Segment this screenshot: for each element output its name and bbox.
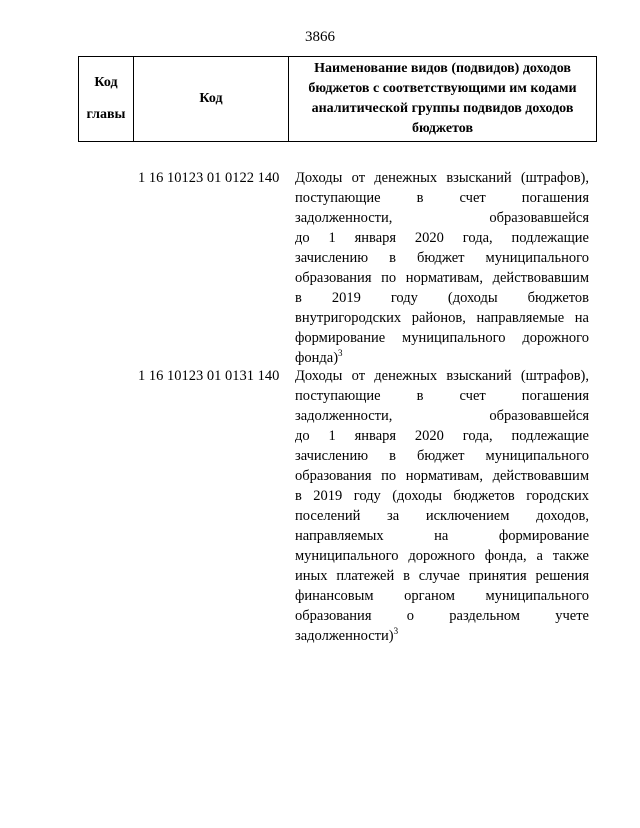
description-line: Доходы от денежных взысканий (штрафов), xyxy=(295,368,589,384)
description-line: образования по нормативам, действовавшим xyxy=(295,270,589,286)
description-line-text: задолженности) xyxy=(295,628,394,644)
description-line: в 2019 году (доходы бюджетов xyxy=(295,290,589,306)
footnote-marker: 3 xyxy=(338,348,343,359)
description-line-text: фонда) xyxy=(295,350,339,366)
description-line: задолженности, образовавшейся xyxy=(295,210,589,226)
description-line: муниципального дорожного фонда, а также xyxy=(295,548,589,564)
header-code: Код xyxy=(134,57,289,142)
description-line: задолженности, образовавшейся xyxy=(295,408,589,424)
description-line: до 1 января 2020 года, подлежащие xyxy=(295,428,589,444)
description-line-last xyxy=(295,626,589,646)
row-code: 1 16 10123 01 0131 140 xyxy=(138,368,280,384)
header-chapter-code xyxy=(79,57,134,142)
row-description xyxy=(295,366,589,646)
footnote-marker: 3 xyxy=(393,626,399,637)
table-row xyxy=(78,366,597,644)
description-line: до 1 января 2020 года, подлежащие xyxy=(295,230,589,246)
description-line: направляемых на формирование xyxy=(295,528,589,544)
description-line: внутригородских районов, направляемые на xyxy=(295,310,589,326)
description-line: зачислению в бюджет муниципального xyxy=(295,448,589,464)
description-line: формирование муниципального дорожного xyxy=(295,330,589,346)
table-row xyxy=(78,168,597,366)
description-line: поступающие в счет погашения xyxy=(295,190,589,206)
description-line: поступающие в счет погашения xyxy=(295,388,589,404)
row-code: 1 16 10123 01 0122 140 xyxy=(138,170,280,186)
description-line: образования о раздельном учете xyxy=(295,608,589,624)
row-description xyxy=(295,168,589,368)
header-name: Наименование видов (подвидов) доходов бюджетов с соответствующими им кодами аналитической группы подвидов доходов бюджетов xyxy=(289,57,597,142)
description-line: зачислению в бюджет муниципального xyxy=(295,250,589,266)
page-number: 3866 xyxy=(305,29,335,45)
description-line: Доходы от денежных взысканий (штрафов), xyxy=(295,170,589,186)
table-header xyxy=(78,56,597,142)
description-line: иных платежей в случае принятия решения xyxy=(295,568,589,584)
description-line-last xyxy=(295,348,589,368)
header-chapter-code-line2: главы xyxy=(86,107,126,122)
description-line: в 2019 году (доходы бюджетов городских xyxy=(295,488,589,504)
description-line: финансовым органом муниципального xyxy=(295,588,589,604)
description-line: поселений за исключением доходов, xyxy=(295,508,589,524)
description-line: образования по нормативам, действовавшим xyxy=(295,468,589,484)
header-chapter-code-line1: Код xyxy=(94,75,118,90)
